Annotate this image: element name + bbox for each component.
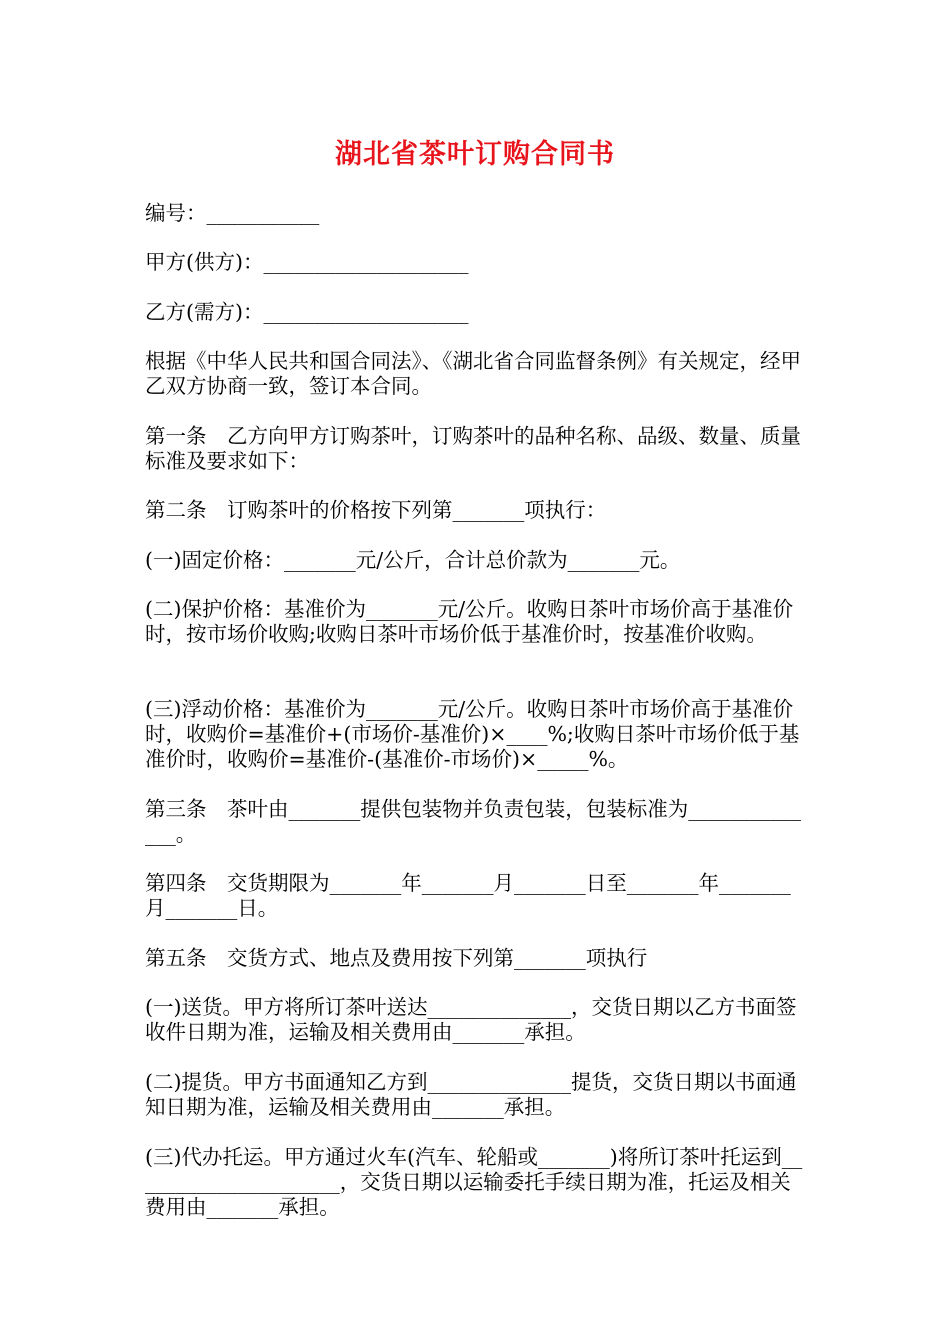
delivery-option-3: (三)代办托运。甲方通过火车(汽车、轮船或_______)将所订茶叶托运到_____________________，交货日期以运输委托手续日期为准，托运及相关费用由_______承担。: [145, 1145, 803, 1219]
protected-price-clause: (二)保护价格：基准价为_______元/公斤。收购日茶叶市场价高于基准价时，按市场价收购;收购日茶叶市场价低于基准价时，按基准价收购。: [145, 597, 794, 646]
article-3-paragraph: 第三条 茶叶由_______提供包装物并负责包装，包装标准为______________。: [145, 797, 801, 846]
delivery-option-2: (二)提货。甲方书面通知乙方到______________提货，交货日期以书面通知日期为准，运输及相关费用由_______承担。: [145, 1070, 797, 1119]
party-b-buyer-field: 乙方(需方)：____________________: [145, 300, 469, 324]
fixed-price-clause: (一)固定价格：_______元/公斤，合计总价款为_______元。: [145, 548, 681, 572]
document-title: 湖北省茶叶订购合同书: [335, 139, 615, 170]
contract-number-field: 编号：___________: [145, 201, 320, 225]
article-2-paragraph: 第二条 订购茶叶的价格按下列第_______项执行：: [145, 498, 607, 522]
party-a-supplier-field: 甲方(供方)：____________________: [145, 250, 469, 274]
floating-price-clause: (三)浮动价格：基准价为_______元/公斤。收购日茶叶市场价高于基准价时，收购价=基准价+(市场价-基准价)×____%;收购日茶叶市场价低于基准价时，收购价=基准价-(基准价-市场价)×_____%。: [145, 697, 800, 771]
article-1-paragraph: 第一条 乙方向甲方订购茶叶，订购茶叶的品种名称、品级、数量、质量标准及要求如下：: [145, 424, 801, 473]
delivery-option-1: (一)送货。甲方将所订茶叶送达______________，交货日期以乙方书面签收件日期为准，运输及相关费用由_______承担。: [145, 995, 797, 1044]
preamble-paragraph: 根据《中华人民共和国合同法》、《湖北省合同监督条例》有关规定，经甲乙双方协商一致，签订本合同。: [145, 349, 801, 398]
article-4-paragraph: 第四条 交货期限为_______年_______月_______日至_______年_______月_______日。: [145, 871, 791, 920]
article-5-paragraph: 第五条 交货方式、地点及费用按下列第_______项执行: [145, 946, 648, 970]
